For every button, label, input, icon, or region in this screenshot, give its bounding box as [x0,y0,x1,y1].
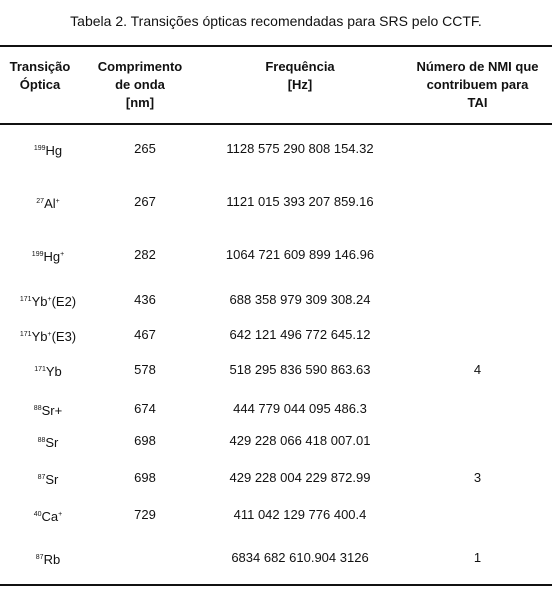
table-row [0,324,552,346]
cell-transition [0,547,96,571]
cell-transition [0,359,96,383]
cell-wavelength: 467 [134,327,156,342]
cell-transition [0,191,96,215]
table-row [0,191,552,213]
cell-frequency: 429 228 004 229 872.99 [229,470,371,485]
table-row [0,398,552,420]
cell-frequency: 1064 721 609 899 146.96 [225,247,375,262]
cell-transition [0,138,96,162]
isotope-mass-number: 88 [33,405,42,412]
cell-wavelength: 436 [134,292,156,307]
element-symbol: Yb [45,364,62,379]
top-rule [0,45,552,47]
cell-transition [0,398,96,422]
header-nmi-count: Número de NMI que contribuem para TAI [416,59,539,110]
table-row [0,244,552,266]
cell-wavelength: 267 [134,194,156,209]
cell-wavelength: 265 [134,141,156,156]
isotope-mass-number: 87 [37,474,46,481]
cell-frequency: 6834 682 610.904 3126 [231,550,369,565]
cell-frequency: 518 295 836 590 863.63 [229,362,371,377]
isotope-mass-number: 199 [33,145,46,152]
table-row [0,359,552,381]
isotope-mass-number: 171 [19,296,32,303]
element-symbol: Sr [45,472,59,487]
header-rule [0,123,552,125]
element-symbol: Sr+ [41,403,63,418]
cell-transition [0,467,96,491]
element-symbol: Al [44,196,56,211]
cell-frequency: 1128 575 290 808 154.32 [226,141,374,156]
cell-wavelength: 578 [134,362,156,377]
cell-transition [0,244,96,268]
ion-charge: + [47,331,52,338]
cell-nmi-count: 3 [473,470,482,485]
cell-wavelength: 729 [134,507,156,522]
cell-frequency: 642 121 496 772 645.12 [229,327,371,342]
element-symbol: Sr [45,435,59,450]
header-wavelength: Comprimento de onda [nm] [97,59,183,110]
element-symbol: Rb [43,552,61,567]
table-row [0,504,552,526]
ion-charge: + [60,251,65,258]
isotope-mass-number: 87 [35,554,44,561]
cell-wavelength: 282 [134,247,156,262]
ion-charge: + [55,198,60,205]
cell-nmi-count: 1 [473,550,482,565]
transition-suffix: (E3) [51,329,77,344]
isotope-mass-number: 199 [31,251,44,258]
cell-frequency: 444 779 044 095 486.3 [233,401,367,416]
cell-transition [0,430,96,454]
header-frequency: Frequência [Hz] [265,59,335,92]
isotope-mass-number: 40 [33,511,42,518]
element-symbol: Hg [43,249,61,264]
ion-charge: + [58,511,63,518]
isotope-mass-number: 27 [36,198,45,205]
table-row [0,289,552,311]
header-transition: Transição Óptica [9,59,71,92]
isotope-mass-number: 171 [19,331,32,338]
table-row [0,138,552,160]
bottom-rule [0,584,552,586]
table-caption: Tabela 2. Transições ópticas recomendadas para SRS pelo CCTF. [70,13,482,29]
cell-wavelength: 698 [134,470,156,485]
isotope-mass-number: 171 [34,366,46,373]
element-symbol: Yb [31,329,48,344]
element-symbol: Hg [45,143,63,158]
table-row [0,430,552,452]
cell-frequency: 429 228 066 418 007.01 [229,433,371,448]
cell-nmi-count: 4 [473,362,482,377]
ion-charge: + [47,296,52,303]
cell-transition [0,324,96,348]
table-row [0,467,552,489]
cell-transition [0,289,96,313]
cell-frequency: 688 358 979 309 308.24 [229,292,371,307]
element-symbol: Ca [41,509,59,524]
transition-suffix: (E2) [51,294,77,309]
cell-frequency: 1121 015 393 207 859.16 [226,194,374,209]
element-symbol: Yb [31,294,48,309]
cell-frequency: 411 042 129 776 400.4 [233,507,367,522]
cell-wavelength: 698 [134,433,156,448]
isotope-mass-number: 88 [37,437,46,444]
table-row [0,547,552,569]
cell-wavelength: 674 [134,401,156,416]
cell-transition [0,504,96,528]
